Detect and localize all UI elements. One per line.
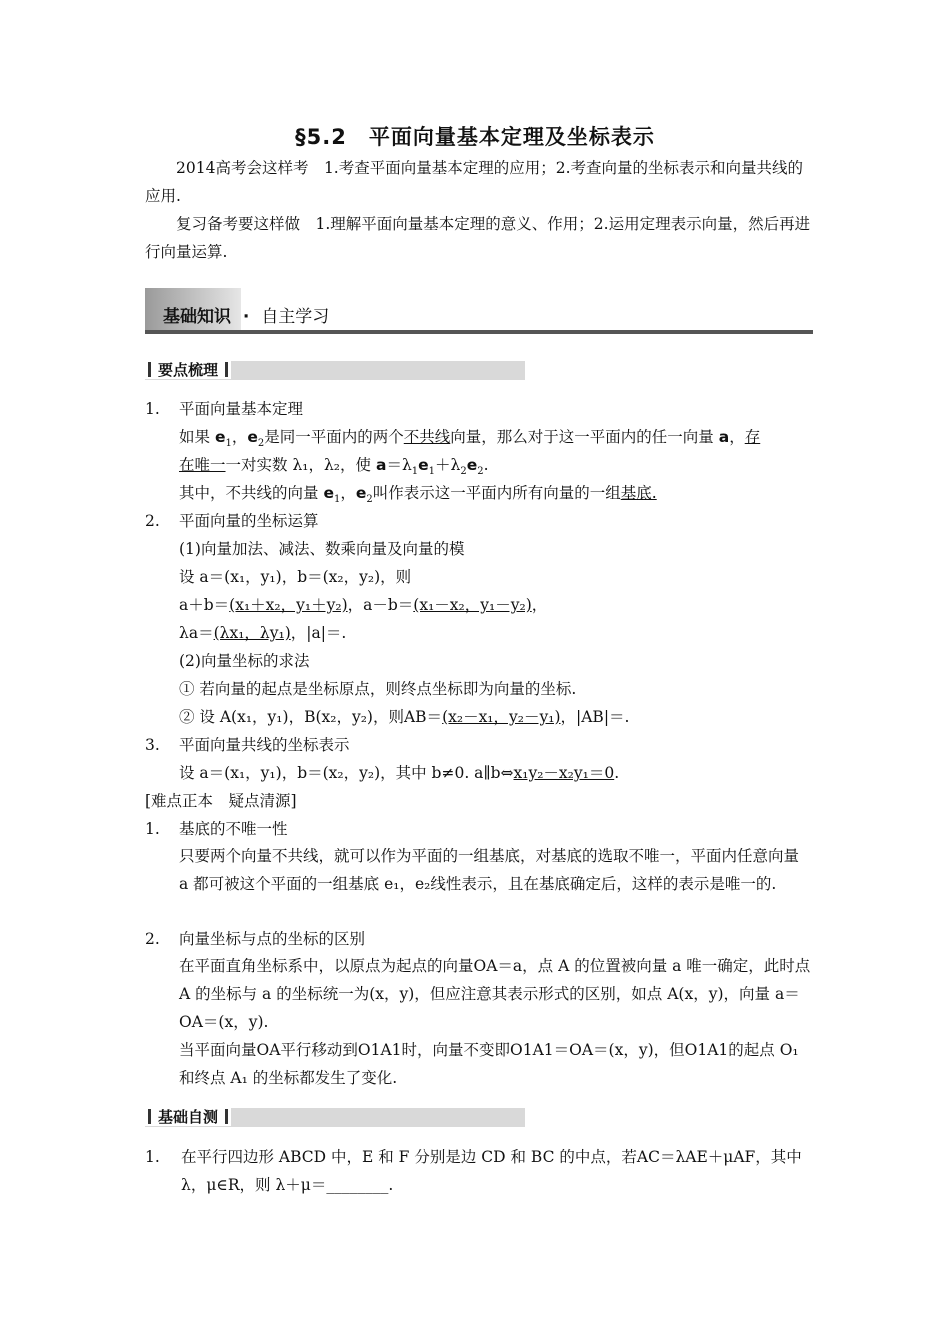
difficulty-2-text-b: 当平面向量OA平行移动到O1A1时，向量不变即O1A1＝OA＝(x，y)，但O1A1的起点 O₁ 和终点 A₁ 的坐标都发生了变化. [179,1041,799,1087]
difficulty-1-text: 只要两个向量不共线，就可以作为平面的一组基底，对基底的选取不唯一，平面内任意向量 a 都可被这个平面的一组基底 e₁，e₂线性表示，且在基底确定后，这样的表示是唯一的. [179,847,800,893]
section-header-label [163,302,329,327]
item-2-sub-1: (1)向量加法、减法、数乘向量及向量的模 [179,540,465,558]
item-1-line-a: 如果 $e_1$，$e_2$是同一平面内的两个不共线向量，那么对于这一平面内的任一向量 a，存 [179,428,761,450]
item-2-add-sub: a＋b＝(x₁＋x₂，y₁＋y₂)，a－b＝(x₁－x₂，y₁－y₂)， [179,596,548,614]
exam-focus-paragraph: 2014高考会这样考 1.考查平面向量基本定理的应用；2.考查向量的坐标表示和向量共线的应用. [145,159,804,205]
section-label: 基础知识 [163,307,231,327]
item-2-setup: 设 a＝(x₁，y₁)，b＝(x₂，y₂)，则 [179,568,412,586]
item-1-line-c: 其中，不共线的向量 $e_1$，$e_2$叫作表示这一平面内所有向量的一组基底. [179,484,657,506]
item-1-line-b: 在唯一一对实数 λ₁，λ₂，使 $a=\lambda_1e_1+\lambda_2e_2$. [179,456,489,478]
question-1-number: 1. [145,1148,160,1166]
section-sublabel: 自主学习 [261,307,330,327]
item-2-number: 2. [145,512,160,530]
self-test-tag [145,1108,525,1127]
item-1-number: 1. [145,400,160,418]
item-1-title: 平面向量基本定理 [179,400,304,418]
self-test-label: 基础自测 [154,1108,222,1126]
difficulty-2-title: 向量坐标与点的坐标的区别 [179,930,366,948]
key-points-tag [145,361,525,380]
item-3-number: 3. [145,736,160,754]
difficulty-heading: [难点正本 疑点清源] [145,792,297,810]
page-title: §5.2 平面向量基本定理及坐标表示 [295,125,655,149]
review-advice-paragraph: 复习备考要这样做 1.理解平面向量基本定理的意义、作用；2.运用定理表示向量，然后再进行向量运算. [145,215,811,261]
item-2-rule-2: ② 设 A(x₁，y₁)，B(x₂，y₂)，则AB＝(x₂－x₁，y₂－y₁)，|AB|＝. [179,708,630,726]
item-2-scalar: λa＝(λx₁，λy₁)，|a|＝. [179,624,347,642]
question-1-text: 在平行四边形 ABCD 中，E 和 F 分别是边 CD 和 BC 的中点，若AC＝λAE＋μAF，其中λ，μ∈R，则 λ＋μ＝________. [181,1148,802,1194]
key-points-label: 要点梳理 [154,361,222,379]
section-dot: · [242,307,250,327]
item-2-sub-2: (2)向量坐标的求法 [179,652,310,670]
section-rule [145,330,813,334]
item-3-condition: 设 a＝(x₁，y₁)，b＝(x₂，y₂)，其中 b≠0. a∥b⇔x₁y₂－x₂y₁＝0. [179,764,620,782]
difficulty-1-number: 1. [145,820,160,838]
difficulty-2-text: 在平面直角坐标系中，以原点为起点的向量OA＝a，点 A 的位置被向量 a 唯一确定，此时点 A 的坐标与 a 的坐标统一为(x，y)，但应注意其表示形式的区别，如点 A(x，y)，向量 a＝OA＝(x，y). [179,957,811,1031]
section-header [145,288,813,335]
item-3-title: 平面向量共线的坐标表示 [179,736,350,754]
difficulty-2-number: 2. [145,930,160,948]
difficulty-1-title: 基底的不唯一性 [179,820,288,838]
item-2-rule-1: ① 若向量的起点是坐标原点，则终点坐标即为向量的坐标. [179,680,577,698]
item-2-title: 平面向量的坐标运算 [179,512,319,530]
